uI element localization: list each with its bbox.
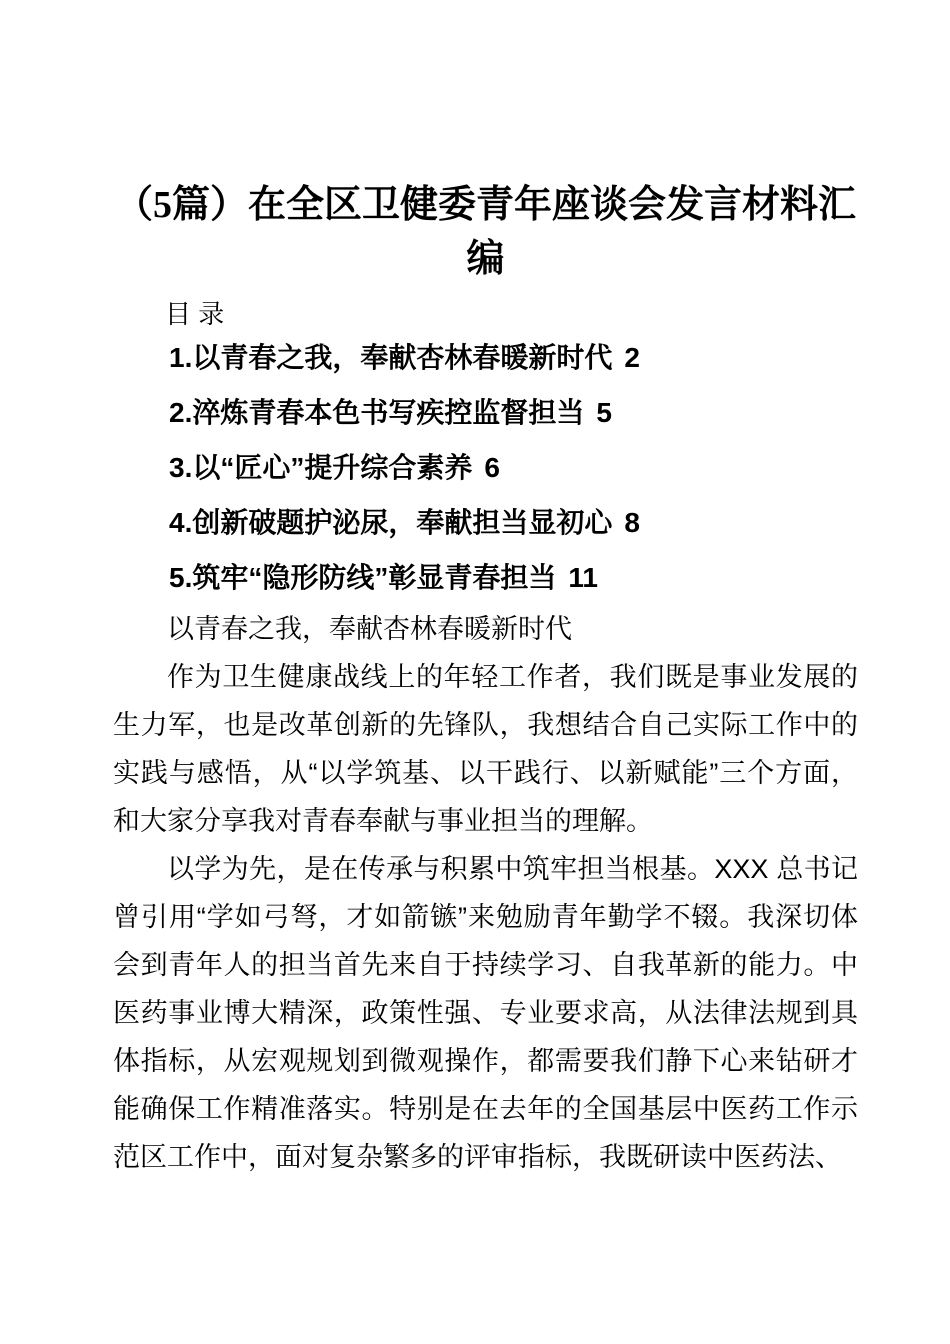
toc-item: [113, 385, 858, 440]
paragraph: 以学为先，是在传承与积累中筑牢担当根基。XXX 总书记曾引用“学如弓弩，才如箭镞”来勉励青年勤学不辍。我深切体会到青年人的担当首先来自于持续学习、自我革新的能力。中医药事业博大精深，政策性强、专业要求高，从法律法规到具体指标，从宏观规划到微观操作，都需要我们静下心来钻研才能确保工作精准落实。特别是在去年的全国基层中医药工作示范区工作中，面对复杂繁多的评审指标，我既研读中医药法、: [113, 854, 858, 1172]
toc-item-label: 4.创新破题护泌尿，奉献担当显初心: [169, 507, 613, 538]
toc-item-label: 3.以“匠心”提升综合素养: [169, 452, 473, 483]
toc-item: [113, 495, 858, 550]
toc-item: [113, 330, 858, 385]
toc-item-page: 6: [484, 452, 500, 483]
toc-item-label: 5.筑牢“隐形防线”彰显青春担当: [169, 562, 557, 593]
toc-item-page: 5: [596, 397, 612, 428]
section-heading: 以青春之我，奉献杏林春暖新时代: [167, 614, 572, 644]
document-body: [113, 605, 858, 1181]
toc-item-page: 11: [568, 562, 598, 593]
toc-item-label: 2.淬炼青春本色书写疾控监督担当: [169, 397, 585, 428]
toc-item: [113, 440, 858, 495]
toc-item-page: 2: [624, 342, 640, 373]
paragraph: 作为卫生健康战线上的年轻工作者，我们既是事业发展的生力军，也是改革创新的先锋队，我想结合自己实际工作中的实践与感悟，从“以学筑基、以干践行、以新赋能”三个方面，和大家分享我对青春奉献与事业担当的理解。: [113, 662, 858, 836]
toc-item-page: 8: [624, 507, 640, 538]
document-title: （5篇）在全区卫健委青年座谈会发言材料汇编: [114, 184, 856, 280]
toc-item-label: 1.以青春之我，奉献杏林春暖新时代: [169, 342, 613, 373]
toc-item: [113, 550, 858, 605]
toc-heading: 目 录: [165, 299, 225, 329]
table-of-contents: [113, 298, 858, 605]
